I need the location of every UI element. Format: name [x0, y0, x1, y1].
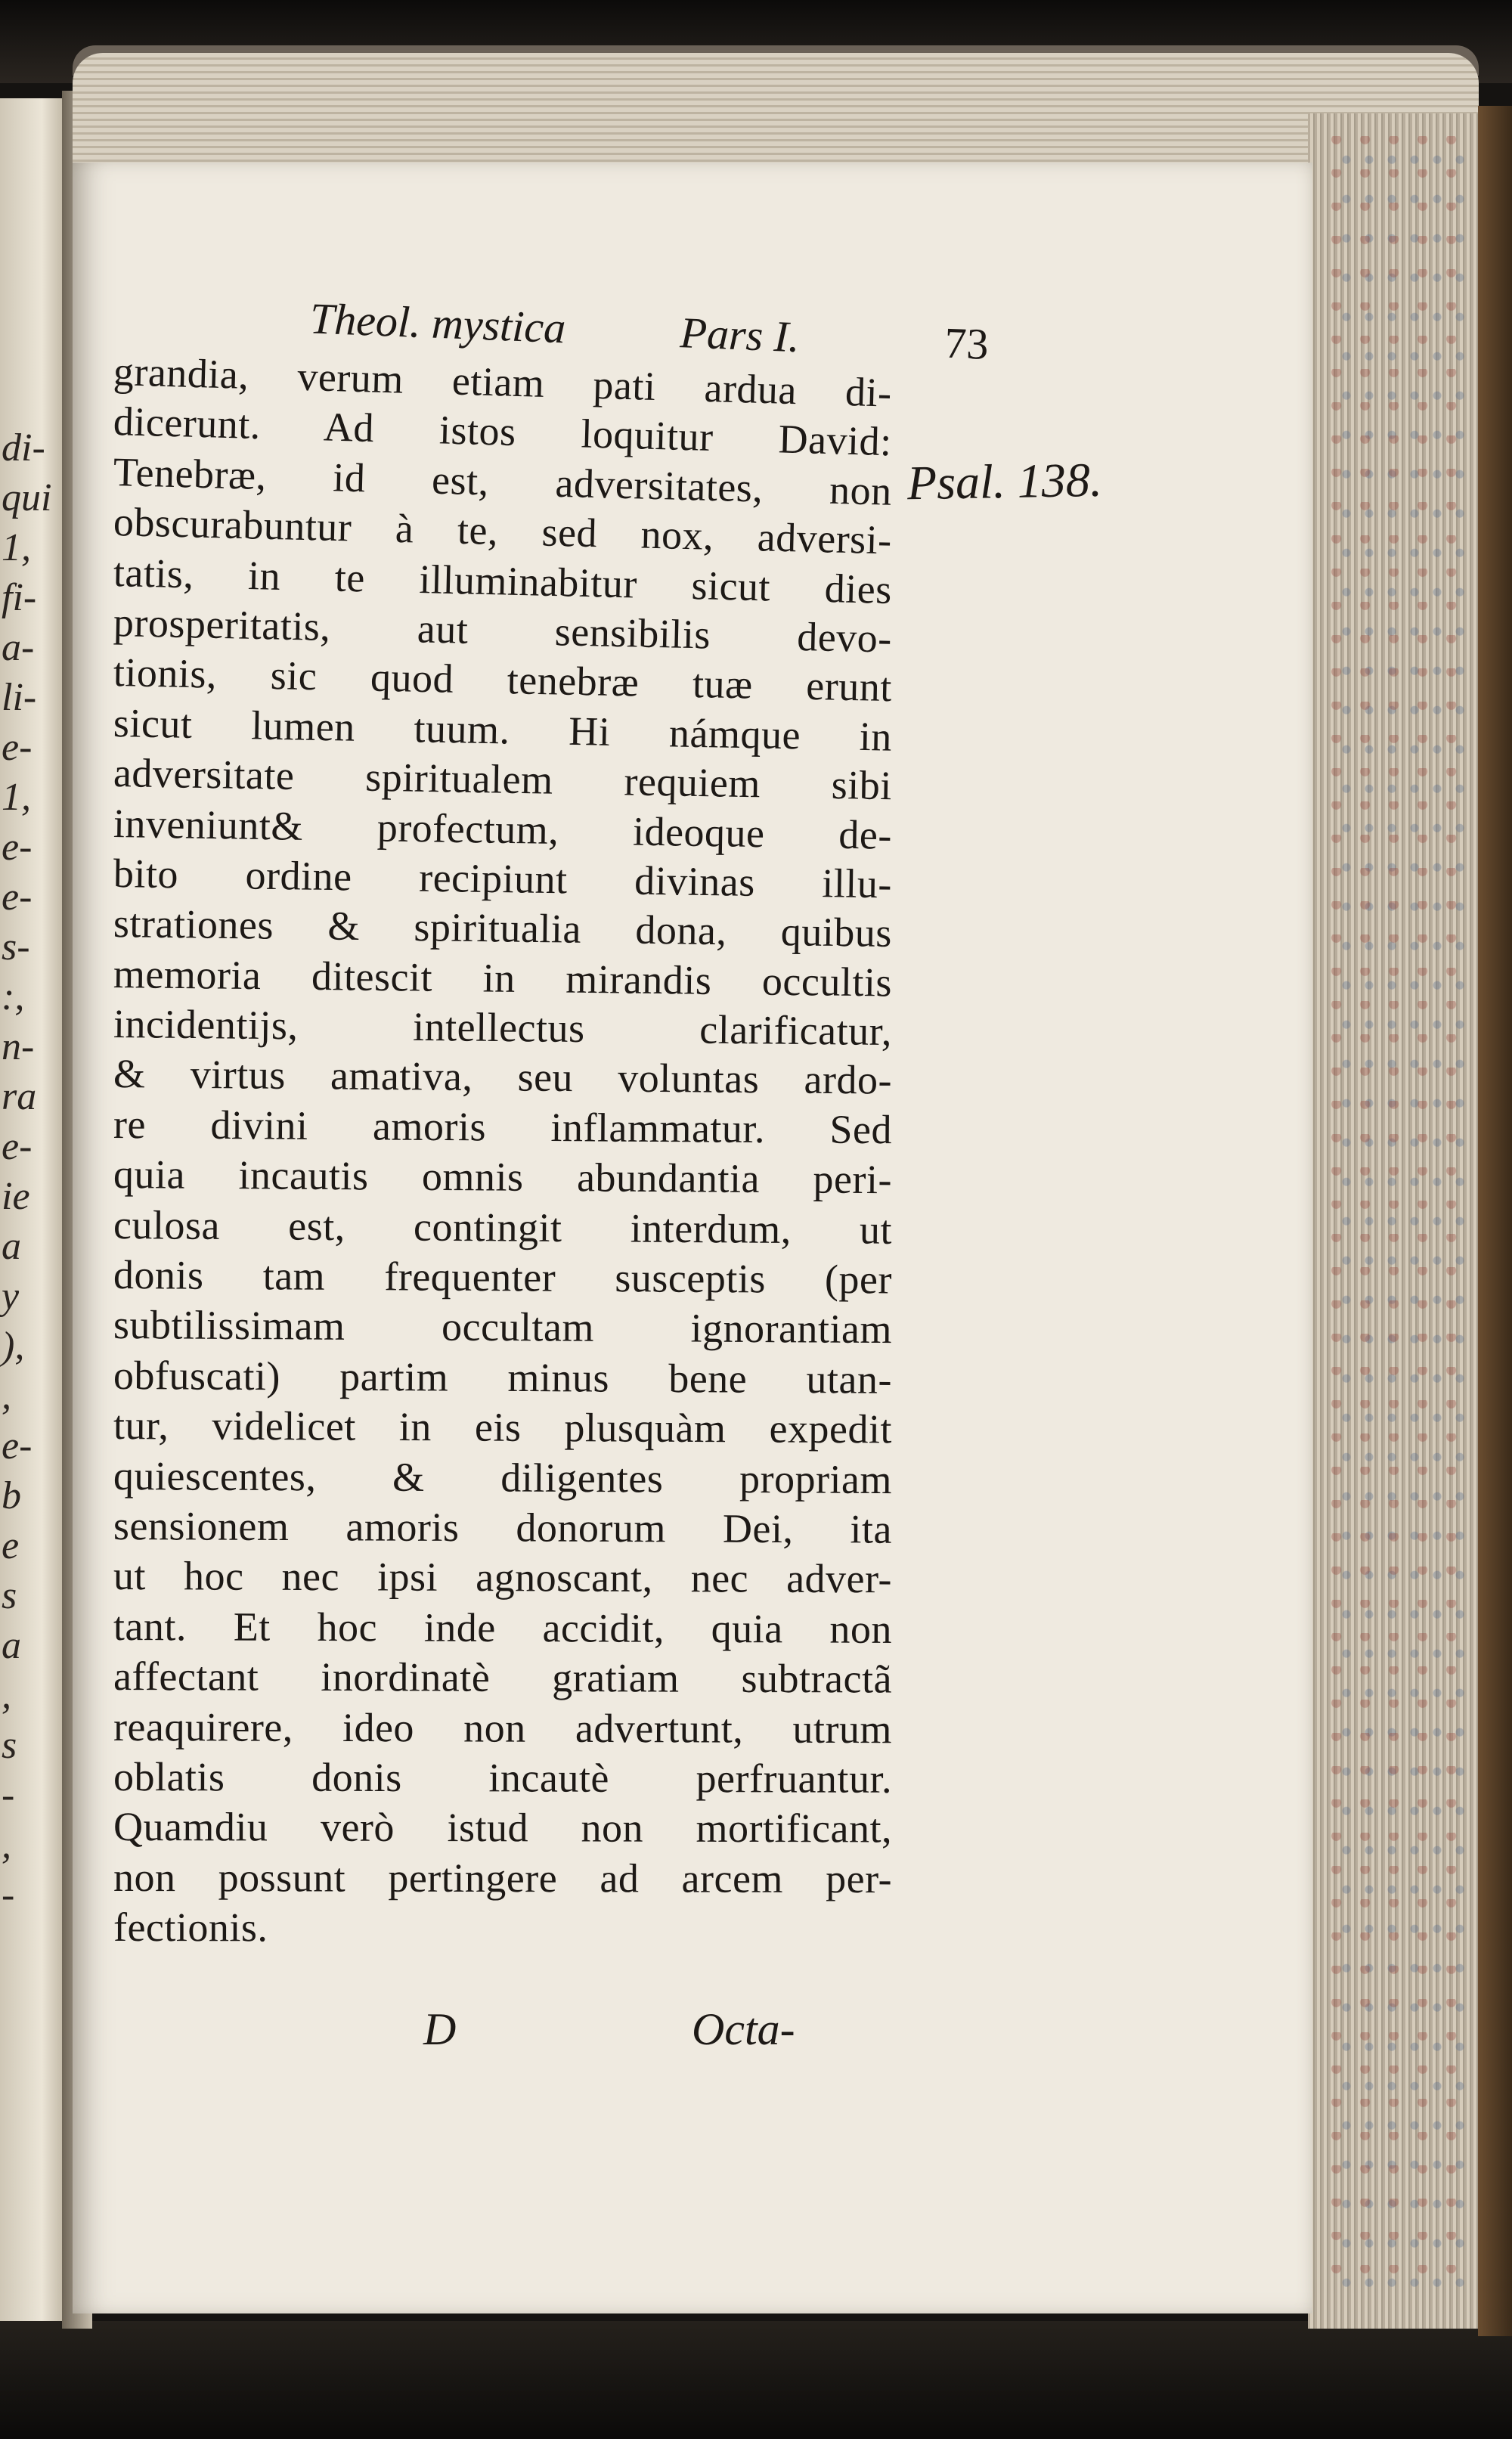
page-stack-top: [73, 53, 1479, 166]
dark-background-bottom: [0, 2321, 1512, 2439]
text-line: donis tam frequenter susceptis (per: [113, 1252, 893, 1303]
facing-page-fragment: e-: [2, 875, 33, 919]
text-line: & virtus amativa, seu voluntas ardo-: [113, 1051, 893, 1104]
text-line: Tenebræ, id est, adversitates, non: [113, 448, 893, 514]
facing-page-fragment: e-: [2, 826, 33, 869]
catchword: Octa-: [692, 2004, 795, 2054]
text-line: tant. Et hoc inde accidit, quia non: [113, 1603, 893, 1652]
facing-page-fragment: e-: [2, 1424, 33, 1467]
signature-mark: D: [423, 2004, 457, 2054]
text-line: non possunt pertingere ad arcem per-: [113, 1854, 893, 1901]
facing-page-fragment: fi-: [2, 576, 37, 619]
facing-page-text-fragments: [2, 423, 52, 1920]
facing-page-fragment: y: [2, 1275, 20, 1318]
facing-page-fragment: li-: [2, 676, 37, 719]
text-line: reaquirere, ideo non advertunt, utrum: [113, 1703, 893, 1752]
text-line: grandia, verum etiam pati ardua di-: [113, 349, 893, 416]
facing-page-fragment: e-: [2, 1125, 33, 1168]
speckled-edge-decoration: [1331, 136, 1474, 2298]
text-line: bito ordine recipiunt divinas illu-: [113, 850, 893, 907]
text-line: inveniunt& profectum, ideoque de-: [113, 800, 893, 858]
facing-page-fragment: a: [2, 1624, 21, 1667]
text-line: re divini amoris inflammatur. Sed: [113, 1101, 893, 1153]
text-line: tur, videlicet in eis plusquàm expedit: [113, 1402, 893, 1452]
text-line: adversitate spiritualem requiem sibi: [113, 750, 893, 809]
facing-page-fragment: ),: [2, 1325, 25, 1368]
text-line: ut hoc nec ipsi agnoscant, nec adver-: [113, 1553, 893, 1602]
facing-page-fragment: ,: [2, 1674, 11, 1717]
facing-page-fragment: e: [2, 1524, 20, 1567]
facing-page-fragment: 1,: [2, 776, 31, 819]
book-cover-edge: [1478, 106, 1512, 2336]
text-line: dicerunt. Ad istos loquitur David:: [113, 398, 893, 465]
facing-page-fragment: n-: [2, 1025, 35, 1068]
facing-page-fragment: s-: [2, 925, 30, 968]
text-line: sensionem amoris donorum Dei, ita: [113, 1502, 893, 1552]
text-line: oblatis donis incautè perfruantur.: [113, 1753, 893, 1802]
facing-page-fragment: ra: [2, 1075, 37, 1118]
facing-page-fragment: ,: [2, 1374, 11, 1418]
text-line: tionis, sic quod tenebræ tuæ erunt: [113, 649, 893, 711]
facing-page-fragment: a: [2, 1225, 21, 1268]
text-line: Quamdiu verò istud non mortificant,: [113, 1804, 893, 1852]
text-line: subtilissimam occultam ignorantiam: [113, 1302, 893, 1353]
text-line: sicut lumen tuum. Hi námque in: [113, 699, 893, 760]
facing-page-fragment: b: [2, 1474, 21, 1517]
text-line: fectionis.: [113, 1904, 268, 1951]
facing-page-fragment: ,: [2, 1824, 11, 1867]
facing-page-fragment: -: [2, 1873, 15, 1917]
part-label: Pars I.: [679, 308, 801, 362]
text-line: tatis, in te illuminabitur sicut dies: [113, 549, 893, 612]
page-number: 73: [943, 318, 990, 369]
facing-page: [0, 98, 70, 2321]
text-line: quiescentes, & diligentes propriam: [113, 1452, 893, 1502]
facing-page-fragment: :,: [2, 975, 25, 1018]
text-line: obscurabuntur à te, sed nox, adversi-: [113, 499, 893, 563]
text-line: quia incautis omnis abundantia peri-: [113, 1151, 893, 1203]
text-line: culosa est, contingit interdum, ut: [113, 1201, 893, 1253]
facing-page-fragment: e-: [2, 726, 33, 769]
text-line: strationes & spiritualia dona, quibus: [113, 900, 893, 956]
facing-page-fragment: qui: [2, 476, 52, 519]
facing-page-fragment: s: [2, 1574, 17, 1617]
facing-page-fragment: a-: [2, 626, 35, 669]
facing-page-fragment: di-: [2, 426, 45, 470]
text-line: obfuscati) partim minus bene utan-: [113, 1352, 893, 1402]
facing-page-fragment: 1,: [2, 526, 31, 569]
facing-page-fragment: ie: [2, 1175, 30, 1218]
margin-note: Psal. 138.: [906, 452, 1103, 510]
text-line: affectant inordinatè gratiam subtractã: [113, 1653, 893, 1702]
text-line: incidentijs, intellectus clarificatur,: [113, 1001, 893, 1055]
running-title: Theol. mystica: [308, 293, 567, 353]
body-text: [113, 346, 892, 1953]
text-line: prosperitatis, aut sensibilis devo-: [113, 599, 893, 662]
facing-page-fragment: s: [2, 1724, 17, 1767]
facing-page-fragment: -: [2, 1774, 15, 1817]
text-line: memoria ditescit in mirandis occultis: [113, 950, 893, 1006]
